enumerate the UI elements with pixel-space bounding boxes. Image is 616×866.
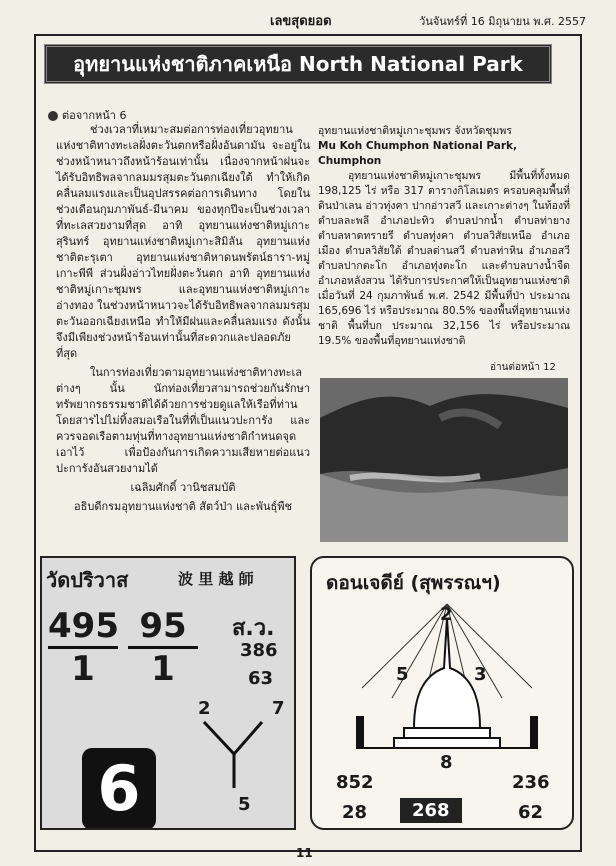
bottom-left-value: 852 xyxy=(336,772,374,793)
fraction-1: $\frac{495}{1}$ xyxy=(48,606,119,689)
sw-value: 386 xyxy=(240,640,278,661)
chinese-title: 波 里 越 師 xyxy=(178,570,254,588)
fraction-2: $\frac{95}{1}$ xyxy=(128,606,198,689)
bottom-right-value: 62 xyxy=(518,802,544,823)
issue-date: วันจันทร์ที่ 16 มิถุนายน พ.ศ. 2557 xyxy=(419,15,586,28)
sw-label: ส.ว. xyxy=(232,616,275,641)
park-title-thai: อุทยานแห่งชาติหมู่เกาะชุมพร จังหวัดชุมพร xyxy=(318,125,512,137)
bottom-center-value: 268 xyxy=(400,800,462,821)
y-number: 2 xyxy=(198,698,211,719)
paragraph: ในการท่องเที่ยวตามอุทยานแห่งชาติทางทะเลต่างๆ นั้น นักท่องเที่ยวสามารถช่วยกันรักษาทรัพยากรธรรมชาติได้ด้วยการช่วยดูแลให้เรือที่ท่านโดยสารไปไม่ทิ้งสมอเรือในที่ที่เป็นแนวปะการัง และควรจอดเรือตามทุ่นที่ทางอุทยานแห่งชาติกำหนดจุดเอาไว้ เพื่อป้องกันการเกิดความเสียหายต่อแนวปะการังอันสวยงามได้ xyxy=(56,366,310,475)
box-title: ดอนเจดีย์ (สุพรรณฯ) xyxy=(326,572,501,594)
box-title: วัดปริวาส xyxy=(46,568,129,592)
pagoda-number: 8 xyxy=(440,752,453,773)
island-photo xyxy=(320,378,568,542)
lottery-box-don-chedi xyxy=(310,556,574,830)
sw-value: 63 xyxy=(248,668,274,689)
paragraph: ช่วงเวลาที่เหมาะสมต่อการท่องเที่ยวอุทยานแห่งชาติทางทะเลฝั่งตะวันตกหรือฝั่งอันดามัน จะอยู่ในช่วงหน้าหนาวถึงหน้าร้อนเท่านั้น เนื่องจากหน้าฝนจะได้รับอิทธิพลจากลมมรสุมตะวันตกเฉียงใต้ ทำให้เกิดคลื่นลมแรงและเป็นอุปสรรคต่อการเดินทาง โดยในช่วงเดือนกุมภาพันธ์-มีนาคม ของทุกปีจะเป็นช่วงเวลาที่ทะเลสวยงามที่สุด อาทิ อุทยานแห่งชาติหมู่เกาะสุรินทร์ อุทยานแห่งชาติหมู่เกาะสิมิลัน อุทยานแห่งชาติตะรุเตา อุทยานแห่งชาติหาดนพรัตน์ธารา-หมู่เกาะพีพี ส่วนฝั่งอ่าวไทยฝั่งตะวันตก อาทิ อุทยานแห่งชาติหมู่เกาะชุมพร และอุทยานแห่งชาติหมู่เกาะอ่างทอง ในช่วงหน้าหนาวจะได้รับอิทธิพลจากลมมรสุมตะวันออกเฉียงเหนือ ทำให้มีฝนและคลื่นลมแรง ดังนั้นจึงมีเพียงช่วงหน้าร้อนเท่านั้นที่สะดวกและปลอดภัยที่สุด xyxy=(56,123,310,360)
right-column xyxy=(318,124,570,349)
pagoda-number: 6 xyxy=(440,702,453,723)
y-diagram xyxy=(192,708,272,808)
y-number: 5 xyxy=(238,794,251,815)
signature-position: อธิบดีกรมอุทยานแห่งชาติ สัตว์ป่า และพันธุ์พืช xyxy=(74,500,292,513)
y-number: 7 xyxy=(272,698,285,719)
pagoda-number: 5 xyxy=(396,664,409,685)
signature-name: เฉลิมศักดิ์ วานิชสมบัติ xyxy=(130,481,236,494)
star-bullet-icon xyxy=(48,111,58,121)
page-number: 11 xyxy=(296,846,313,860)
big-number: 6 xyxy=(82,748,156,830)
page-header xyxy=(30,6,590,32)
park-title-english: Mu Koh Chumphon National Park, Chumphon xyxy=(318,140,517,167)
lottery-box-wat-priwat xyxy=(40,556,296,830)
park-description: อุทยานแห่งชาติหมู่เกาะชุมพร มีพื้นที่ทั้งหมด 198,125 ไร่ หรือ 317 ตารางกิโลเมตร ครอบคลุมพื้นที่ดินป่าเลน อ่าวทุ่งคา ปากอ่าวสวี และเกาะต่างๆ ในท้องที่ตำบลละพลี อำเภอปะทิว ตำบลปากน้ำ ตำบลท่ายาง ตำบลหาดทรายรี ตำบลทุ่งคา ตำบลวิสัยเหนือ อำเภอเมือง ตำบลวิสัยใต้ ตำบลด่านสวี ตำบลท่าหิน อำเภอสวี ตำบลปากตะโก อำเภอทุ่งตะโก และตำบลบางน้ำจืด อำเภอหลังสวน ได้รับการประกาศให้เป็นอุทยานแห่งชาติเมื่อวันที่ 24 กุมภาพันธ์ พ.ศ. 2542 มีพื้นที่ป่า ประมาณ 165,696 ไร่ หรือประมาณ 80.5% ของพื้นที่อุทยานแห่งชาติ พื้นที่บก ประมาณ 32,156 ไร่ หรือประมาณ 19.5% ของพื้นที่อุทยานแห่งชาติ xyxy=(318,170,570,347)
read-more: อ่านต่อหน้า 12 xyxy=(490,362,556,373)
pagoda-number: 3 xyxy=(474,664,487,685)
section-banner: อุทยานแห่งชาติภาคเหนือ North National Park xyxy=(44,44,552,84)
continued-from: ต่อจากหน้า 6 xyxy=(48,106,126,124)
left-column xyxy=(56,122,310,515)
bottom-left-value: 28 xyxy=(342,802,368,823)
bottom-right-value: 236 xyxy=(512,772,550,793)
pagoda-number: 2 xyxy=(440,604,453,625)
masthead: เลขสุดยอด xyxy=(270,14,332,29)
